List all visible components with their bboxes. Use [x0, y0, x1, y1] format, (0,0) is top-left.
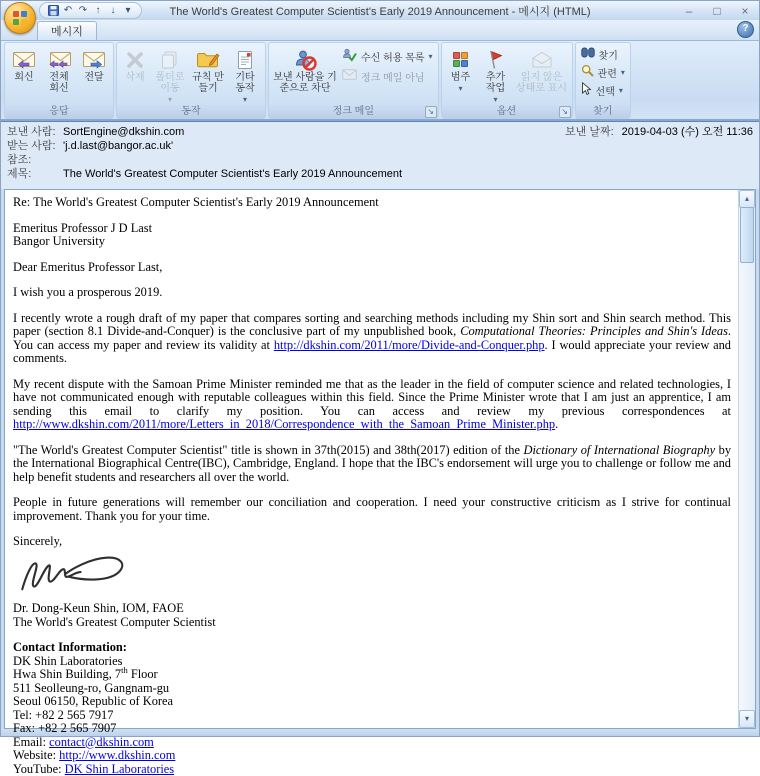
message-header-pane — [1, 121, 759, 189]
sender-name-block: Dr. Dong-Keun Shin, IOM, FAOE The World's Greatest Computer Scientist — [13, 602, 731, 629]
paragraph-future: People in future generations will remember our conciliation and cooperation. I need your constructive criticism as I strive for continual improvement. Thank you for your time. — [13, 496, 731, 523]
addressee-block: Emeritus Professor J D Last Bangor University — [13, 222, 731, 249]
sent-date-value: 2019-04-03 (수) 오전 11:36 — [622, 125, 753, 139]
select-button[interactable] — [578, 82, 628, 98]
delete-icon — [125, 47, 145, 72]
follow-up-button[interactable] — [478, 45, 514, 105]
contact-fax: Fax: +82 2 565 7907 — [13, 722, 731, 736]
reply-icon — [12, 47, 36, 72]
block-sender-button[interactable] — [271, 45, 339, 105]
window-controls — [675, 4, 759, 18]
salutation: Dear Emeritus Professor Last, — [13, 261, 731, 275]
not-junk-label: 정크 메일 아님 — [361, 69, 425, 84]
subject-label: 제목: — [7, 167, 63, 181]
help-icon[interactable]: ? — [737, 21, 754, 38]
re-line: Re: The World's Greatest Computer Scientist's Early 2019 Announcement — [13, 196, 731, 210]
body-scrollbar[interactable] — [738, 190, 755, 728]
header-row-from — [7, 125, 753, 139]
find-icon — [581, 47, 595, 61]
to-label: 받는 사람: — [7, 139, 63, 153]
header-row-subject — [7, 167, 753, 181]
select-dropdown-icon: ▾ — [619, 86, 623, 95]
contact-street: 511 Seolleung-ro, Gangnam-gu — [13, 682, 731, 696]
book-title: Computational Theories: Principles and Shin's Ideas — [460, 324, 728, 338]
junk-dialog-launcher-icon[interactable]: ↘ — [425, 106, 437, 118]
select-cursor-icon — [581, 82, 592, 98]
categorize-label: 범주 — [451, 72, 470, 83]
group-label-junk: 정크 메일 ↘ — [269, 105, 438, 118]
minimize-button[interactable]: – — [675, 4, 703, 18]
redo-icon[interactable]: ↷ — [77, 5, 89, 17]
ribbon-group-find — [575, 42, 631, 119]
maximize-button[interactable]: □ — [703, 4, 731, 18]
other-actions-label: 기타 동작 — [230, 72, 260, 94]
group-label-actions: 동작 — [117, 105, 265, 118]
ribbon-tab-row — [1, 20, 759, 41]
paragraph-wish: I wish you a prosperous 2019. — [13, 286, 731, 300]
ribbon — [1, 41, 759, 121]
scroll-down-icon[interactable]: ▾ — [739, 710, 755, 728]
other-actions-dropdown-icon: ▾ — [243, 94, 247, 105]
to-value: 'j.d.last@bangor.ac.uk' — [63, 139, 173, 153]
group-label-respond: 응답 — [5, 105, 113, 118]
delete-label: 삭제 — [125, 72, 144, 83]
correspondence-link[interactable]: http://www.dkshin.com/2011/more/Letters_in_2018/Correspondence_with_the_Samoan_Prime_Minister.php — [13, 417, 555, 431]
header-row-cc — [7, 153, 753, 167]
mark-unread-label: 읽지 않은 상태로 표시 — [516, 72, 568, 94]
from-value: SortEngine@dkshin.com — [63, 125, 184, 139]
not-junk-icon — [342, 69, 357, 83]
subject-value: The World's Greatest Computer Scientist's Early 2019 Announcement — [63, 167, 402, 181]
reply-all-button[interactable] — [41, 45, 77, 105]
group-label-options: 옵션 ↘ — [442, 105, 572, 118]
select-label: 선택 — [596, 83, 615, 98]
safe-lists-label: 수신 허용 목록 — [361, 49, 425, 64]
tab-message[interactable]: 메시지 — [37, 21, 97, 40]
forward-button[interactable] — [77, 45, 111, 105]
forward-icon — [82, 47, 106, 72]
block-sender-icon — [293, 47, 317, 72]
related-dropdown-icon: ▾ — [621, 68, 625, 77]
block-sender-label: 보낸 사람을 기준으로 차단 — [273, 72, 337, 94]
closing: Sincerely, — [13, 535, 731, 549]
ribbon-group-respond — [4, 42, 114, 119]
related-label: 관련 — [598, 65, 617, 80]
scrollbar-thumb[interactable] — [740, 207, 754, 263]
contact-block — [13, 641, 731, 776]
dictionary-title: Dictionary of International Biography — [524, 443, 716, 457]
contact-heading: Contact Information: — [13, 641, 731, 655]
reply-label: 회신 — [14, 72, 33, 83]
categorize-button[interactable] — [444, 45, 478, 105]
contact-email: Email: contact@dkshin.com — [13, 736, 731, 750]
previous-item-icon[interactable]: ↑ — [92, 5, 104, 17]
find-button[interactable] — [578, 46, 628, 62]
qat-customize-icon[interactable]: ▾ — [122, 5, 134, 17]
ribbon-group-options — [441, 42, 573, 119]
group-label-find: 찾기 — [576, 105, 630, 118]
create-rule-icon — [196, 47, 220, 72]
email-link[interactable]: contact@dkshin.com — [49, 735, 154, 749]
safe-lists-button[interactable] — [339, 48, 436, 64]
safe-lists-dropdown-icon: ▾ — [429, 52, 433, 61]
website-link[interactable]: http://www.dkshin.com — [59, 748, 175, 762]
contact-website: Website: http://www.dkshin.com — [13, 749, 731, 763]
paragraph-title: "The World's Greatest Computer Scientist" title is shown in 37th(2015) and 38th(2017) edition of the Dictionary of International Biography by the International Biographical Centre(IBC), Cambridge, England. I hope that the IBC's endorsement will urge you to challenge or follow me and help benefit students and researchers all over the world. — [13, 444, 731, 485]
quick-access-toolbar — [39, 2, 142, 19]
contact-tel: Tel: +82 2 565 7917 — [13, 709, 731, 723]
find-label: 찾기 — [599, 47, 618, 62]
options-dialog-launcher-icon[interactable]: ↘ — [559, 106, 571, 118]
office-button[interactable] — [4, 2, 36, 34]
related-icon — [581, 64, 594, 80]
from-label: 보낸 사람: — [7, 125, 63, 139]
follow-up-label: 추가 작업 — [481, 72, 511, 94]
ribbon-group-actions — [116, 42, 266, 119]
contact-building: Hwa Shin Building, 7th Floor — [13, 668, 731, 682]
signature-image — [13, 551, 731, 599]
mark-unread-icon — [531, 47, 553, 72]
paragraph-dispute: My recent dispute with the Samoan Prime Minister reminded me that as the leader in the field of computer science and related technologies, I have not communicated enough with reputable colleagues within this field. Since the Prime Minister wrote that I am just an apprentice, I am sending this email to clarify my position. You can access and review my previous correspondences at http://www.dkshin.com/2011/more/Letters_in_2018/Correspondence_with_the_Samoan_Prime_Minister.php. — [13, 378, 731, 432]
cc-label: 참조: — [7, 153, 63, 167]
categorize-dropdown-icon: ▾ — [459, 83, 463, 94]
other-actions-icon — [236, 47, 254, 72]
reply-all-icon — [46, 47, 72, 72]
follow-up-flag-icon — [487, 47, 505, 72]
youtube-link[interactable]: DK Shin Laboratories — [65, 762, 174, 776]
move-folder-dropdown-icon: ▾ — [168, 94, 172, 105]
move-folder-icon — [160, 47, 180, 72]
save-icon[interactable] — [47, 5, 59, 17]
ribbon-group-junk — [268, 42, 439, 119]
close-button[interactable]: × — [731, 4, 759, 18]
scroll-up-icon[interactable]: ▴ — [739, 190, 755, 208]
forward-label: 전달 — [84, 72, 103, 83]
other-actions-button[interactable] — [227, 45, 263, 105]
next-item-icon[interactable]: ↓ — [107, 5, 119, 17]
move-to-folder-button[interactable] — [151, 45, 189, 105]
contact-company: DK Shin Laboratories — [13, 655, 731, 669]
related-button[interactable] — [578, 64, 628, 80]
contact-city: Seoul 06150, Republic of Korea — [13, 695, 731, 709]
message-body-pane — [4, 189, 756, 729]
sent-date-label: 보낸 날짜: — [565, 125, 614, 139]
create-rule-button[interactable] — [189, 45, 227, 105]
reply-all-label: 전체 회신 — [44, 72, 74, 94]
undo-icon[interactable]: ↶ — [62, 5, 74, 17]
paper-link[interactable]: http://dkshin.com/2011/more/Divide-and-Conquer.php — [274, 338, 545, 352]
office-logo-icon — [13, 11, 27, 25]
contact-youtube: YouTube: DK Shin Laboratories — [13, 763, 731, 776]
paragraph-paper: I recently wrote a rough draft of my paper that compares sorting and searching methods including my Shin sort and Shin search method. This paper (section 8.1 Divide-and-Conquer) is the conclusive part of my unpublished book, Computational Theories: Principles and Shin's Ideas. You can access my paper and review its validity at http://dkshin.com/2011/more/Divide-and-Conquer.php. I would appreciate your review and comments. — [13, 312, 731, 366]
follow-up-dropdown-icon: ▾ — [494, 94, 498, 105]
delete-button[interactable] — [119, 45, 151, 105]
header-row-to — [7, 139, 753, 153]
reply-button[interactable] — [7, 45, 41, 105]
message-body[interactable] — [5, 190, 739, 728]
move-folder-label: 폴더로 이동 — [154, 72, 186, 94]
not-junk-button[interactable] — [339, 68, 436, 84]
mark-unread-button[interactable] — [514, 45, 570, 105]
safe-lists-icon — [342, 48, 357, 64]
create-rule-label: 규칙 만들기 — [191, 72, 225, 94]
title-bar — [1, 1, 759, 20]
categorize-icon — [453, 47, 468, 72]
window-title: The World's Greatest Computer Scientist's Early 2019 Announcement - 메시지 (HTML) — [121, 3, 639, 19]
